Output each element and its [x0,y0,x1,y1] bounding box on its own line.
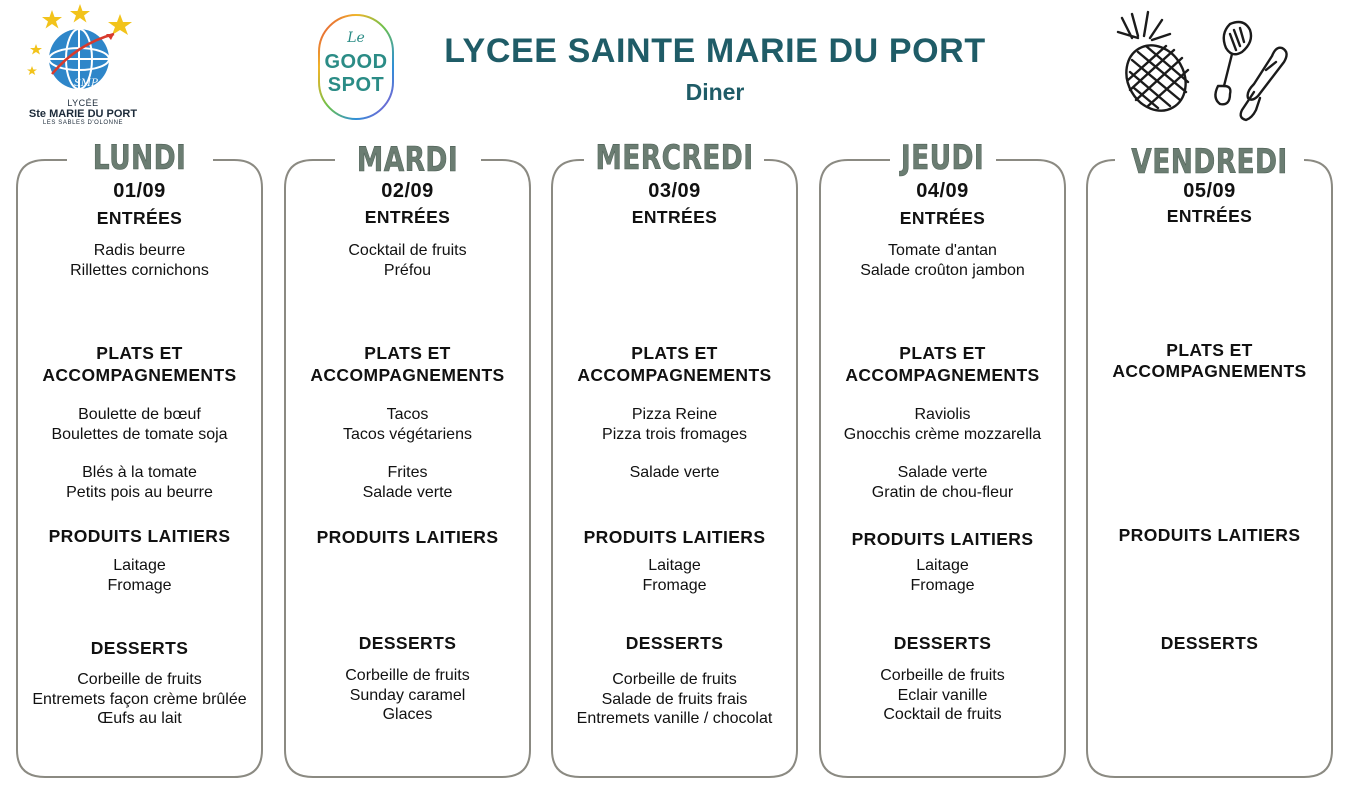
menu-item: Petits pois au beurre [66,483,213,501]
menu-item: Préfou [383,261,432,279]
desserts-heading: DESSERTS [1160,633,1259,653]
day-date: 02/09 [381,180,434,202]
entrees-list [818,241,1067,280]
svg-text:SMP: SMP [74,78,98,89]
plats-heading-line1: PLATS ET [631,343,718,363]
plats-list [283,405,532,444]
menu-item: Fromage [910,576,975,594]
star-icon [27,66,37,75]
day-name: JEUDI [900,138,985,178]
good-spot-logo [313,12,399,124]
day-date: 05/09 [1183,180,1236,202]
plats-heading-line2: ACCOMPAGNEMENTS [310,365,505,385]
day-column-vendredi [1085,142,1334,778]
day-name: VENDREDI [1131,142,1288,182]
meal-label: Diner [685,79,745,105]
desserts-heading: DESSERTS [90,638,189,658]
day-date: 04/09 [916,180,969,202]
menu-item: Gnocchis crème mozzarella [843,425,1042,443]
laitiers-list [818,556,1067,595]
knife-icon [1241,48,1287,120]
entrees-heading: ENTRÉES [364,207,451,227]
plats-heading-line1: PLATS ET [96,343,183,363]
menu-item: Salade verte [362,483,453,501]
plats-list [15,405,264,444]
plats-heading-line2: ACCOMPAGNEMENTS [1112,361,1307,381]
plats-heading-line1: PLATS ET [364,343,451,363]
menu-item: Fromage [107,576,172,594]
menu-item: Laitage [648,557,701,574]
menu-item: Pizza Reine [631,406,718,423]
accompagnements-list [283,463,532,502]
star-icon [42,10,62,29]
laitiers-heading: PRODUITS LAITIERS [851,529,1034,549]
globe-icon [22,4,144,100]
laitiers-heading: PRODUITS LAITIERS [316,527,499,547]
entrees-heading: ENTRÉES [899,208,986,228]
column-frame [1085,158,1334,778]
menu-item: Rillettes cornichons [70,261,209,279]
menu-item: Blés à la tomate [82,464,197,481]
menu-item: Entremets vanille / chocolat [576,710,773,727]
day-column-lundi [15,138,264,778]
entrees-list [283,241,532,280]
plats-heading-line1: PLATS ET [1166,340,1253,360]
menu-item: Raviolis [914,406,971,423]
menu-item: Eclair vanille [897,686,988,704]
plats-heading-line1: PLATS ET [899,343,986,363]
desserts-list [15,670,264,729]
desserts-heading: DESSERTS [625,633,724,653]
menu-item: Corbeille de fruits [612,671,737,688]
school-logo-line2: Ste MARIE DU PORT [28,108,138,120]
menu-item: Tacos [386,406,429,423]
spatula-icon [1215,22,1251,104]
good-spot-le: Le [347,30,365,46]
menu-item: Cocktail de fruits [348,242,467,259]
day-date: 03/09 [648,180,701,202]
page-title: LYCEE SAINTE MARIE DU PORT [444,32,986,70]
plats-list [818,405,1067,444]
desserts-list [550,670,799,729]
school-logo-line1: LYCÉE [67,98,99,108]
menu-item: Frites [387,464,428,481]
laitiers-heading: PRODUITS LAITIERS [48,526,231,546]
day-name: MARDI [356,140,459,180]
day-name: LUNDI [92,138,187,178]
pineapple-icon [1115,12,1197,121]
menu-item: Boulette de bœuf [78,406,201,423]
menu-item: Corbeille de fruits [345,667,470,684]
star-icon [30,44,42,55]
menu-item: Laitage [113,557,166,574]
menu-item: Salade de fruits frais [601,690,748,708]
school-logo-line3: LES SABLES D'OLONNE [42,120,124,126]
menu-item: Glaces [382,706,433,723]
desserts-heading: DESSERTS [358,633,457,653]
menu-item: Radis beurre [93,242,186,259]
accompagnements-list [818,463,1067,502]
entrees-heading: ENTRÉES [631,207,718,227]
laitiers-heading: PRODUITS LAITIERS [1118,525,1301,545]
plats-heading-line2: ACCOMPAGNEMENTS [845,365,1040,385]
menu-item: Cocktail de fruits [883,706,1002,723]
star-icon [70,4,90,23]
menu-item: Salade verte [629,464,720,481]
plats-list [550,405,799,444]
menu-item: Gratin de chou-fleur [871,483,1014,501]
laitiers-list [15,556,264,595]
good-spot-good: GOOD [324,51,388,73]
day-column-mercredi [550,138,799,778]
day-name: MERCREDI [595,138,754,178]
day-column-jeudi [818,138,1067,778]
menu-item: Salade croûton jambon [860,261,1025,279]
laitiers-heading: PRODUITS LAITIERS [583,527,766,547]
accompagnements-list [15,463,264,502]
day-date: 01/09 [113,180,166,202]
menu-item: Sunday caramel [349,686,466,704]
decorative-icons [1108,8,1298,126]
menu-item: Boulettes de tomate soja [51,425,228,443]
menu-item: Salade verte [897,464,988,481]
accompagnements-list [550,463,799,483]
menu-item: Tacos végétariens [343,425,472,443]
desserts-list [283,666,532,725]
desserts-list [818,666,1067,725]
menu-item: Corbeille de fruits [77,671,202,688]
menu-item: Entremets façon crème brûlée [32,690,247,708]
laitiers-list [550,556,799,595]
menu-item: Corbeille de fruits [880,667,1005,684]
menu-item: Œufs au lait [97,710,182,727]
menu-item: Pizza trois fromages [602,425,747,443]
plats-heading-line2: ACCOMPAGNEMENTS [42,365,237,385]
star-icon [108,14,132,35]
menu-item: Fromage [642,576,707,594]
menu-item: Laitage [916,557,969,574]
entrees-heading: ENTRÉES [1166,206,1253,226]
menu-item: Tomate d'antan [888,242,997,259]
day-column-mardi [283,140,532,778]
entrees-list [15,241,264,280]
entrees-heading: ENTRÉES [96,208,183,228]
school-logo [22,4,144,128]
good-spot-spot: SPOT [327,74,385,96]
desserts-heading: DESSERTS [893,633,992,653]
plats-heading-line2: ACCOMPAGNEMENTS [577,365,772,385]
